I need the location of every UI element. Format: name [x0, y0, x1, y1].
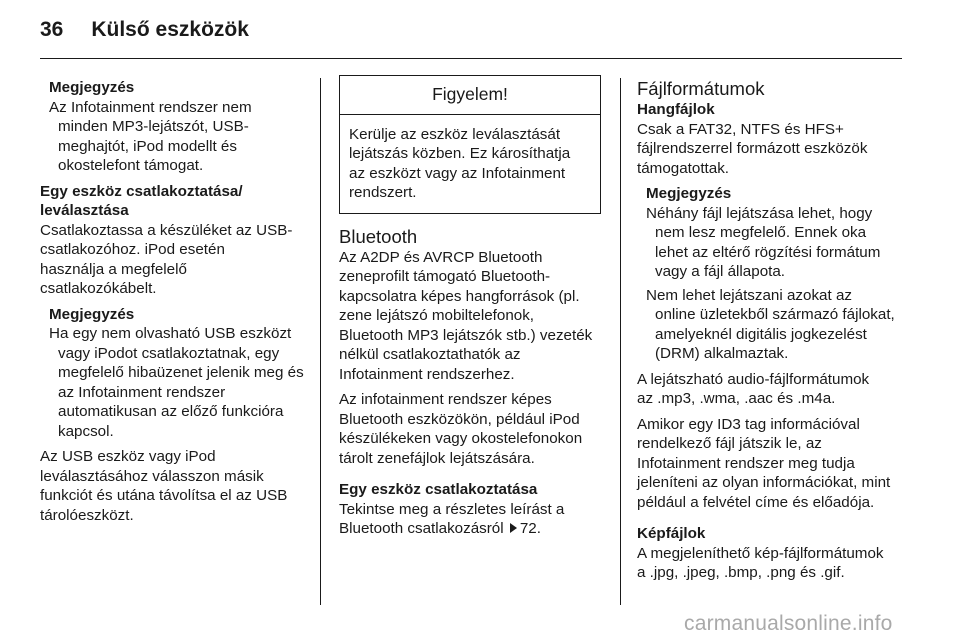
note-line: okostelefont támogat.	[58, 157, 204, 174]
text-line: Az infotainment rendszer képes	[339, 391, 552, 408]
text-line: rendelkező fájl játszik le, az	[637, 435, 822, 452]
text-line: Tekintse meg a részletes leírást a	[339, 500, 565, 518]
text-line: A lejátszható audio-fájlformátumok	[637, 370, 870, 388]
note-line: Néhány fájl lejátszása lehet, hogy	[646, 204, 873, 222]
paragraph-image-formats	[637, 544, 905, 583]
section-title-file-formats: Fájlformátumok	[637, 78, 765, 99]
note-line: amelyeknél digitális jogkezelést	[655, 325, 867, 343]
header-rule	[40, 58, 902, 59]
note-title: Megjegyzés	[49, 305, 135, 323]
note-line: (DRM) alkalmaztak.	[655, 345, 789, 362]
text-line: zeneprofilt támogató Bluetooth-	[339, 268, 551, 285]
column-right	[637, 78, 905, 583]
text-line: leválasztásához válasszon másik	[40, 467, 264, 485]
paragraph-bluetooth	[339, 248, 601, 385]
text-line: Infotainment rendszer meg tudja	[637, 454, 855, 472]
text-line: Az A2DP és AVRCP Bluetooth	[339, 248, 543, 266]
text-line: zene lejátszó mobiltelefonok,	[339, 307, 535, 324]
note-line: az Infotainment rendszer	[58, 383, 226, 401]
note-line: minden MP3-lejátszót, USB-	[58, 118, 249, 135]
note-paragraph	[646, 204, 905, 282]
page-number: 36	[40, 18, 64, 41]
text-line: csatlakozóhoz. iPod esetén	[40, 241, 225, 258]
page-reference-link[interactable]: 72.	[519, 520, 541, 537]
text-line: Az USB eszköz vagy iPod	[40, 448, 216, 465]
watermark: carmanualsonline.info	[684, 612, 893, 635]
note-line: nem lesz megfelelő. Ennek oka	[655, 224, 867, 241]
text-line: tárolt zenefájlok lejátszására.	[339, 449, 535, 467]
note-line: kapcsol.	[58, 422, 114, 440]
note-line: Az Infotainment rendszer nem	[49, 98, 252, 116]
paragraph-id3	[637, 415, 905, 513]
text-line: Csak a FAT32, NTFS és HFS+	[637, 120, 844, 138]
note-unreadable-usb	[40, 305, 308, 442]
text-line: nélkül csatlakoztathatók az	[339, 346, 521, 363]
warning-title: Figyelem!	[340, 76, 600, 115]
warning-line: rendszert.	[349, 184, 417, 201]
text-line: fájlrendszerrel formázott eszközök	[637, 140, 868, 157]
warning-line: az eszközt vagy az Infotainment	[349, 164, 566, 182]
text-line: Amikor egy ID3 tag információval	[637, 415, 860, 433]
text-line: Infotainment rendszerhez.	[339, 365, 515, 383]
text-line: jeleníteni az olyan információkat, mint	[637, 474, 891, 491]
subheading-connect: Egy eszköz csatlakoztatása/	[40, 182, 243, 200]
warning-line: Kerülje az eszköz leválasztását	[349, 125, 561, 143]
note-title: Megjegyzés	[646, 185, 732, 202]
text-line: Bluetooth eszközökön, például iPod	[339, 410, 580, 428]
text-line: Csatlakoztassa a készüléket az USB-	[40, 221, 293, 239]
column-divider	[620, 78, 621, 605]
note-line: online üzletekből származó fájlokat,	[655, 306, 895, 323]
text-line: a .jpg, .jpeg, .bmp, .png és .gif.	[637, 564, 845, 581]
paragraph-disconnect	[40, 447, 308, 525]
note-paragraph	[646, 286, 905, 364]
note-line: vagy a fájl állapota.	[655, 263, 786, 280]
text-line: támogatottak.	[637, 159, 730, 177]
note-line: Ha egy nem olvasható USB eszközt	[49, 325, 292, 342]
text-line: készülékeken vagy okostelefonokon	[339, 430, 583, 447]
text-line-with-ref	[339, 519, 601, 539]
page-title: Külső eszközök	[91, 18, 249, 41]
text-line: funkciót és utána távolítsa el az USB	[40, 487, 288, 504]
text-line: például a felvétel címe és előadója.	[637, 493, 875, 511]
section-title-bluetooth: Bluetooth	[339, 225, 418, 247]
text-line: A megjeleníthető kép-fájlformátumok	[637, 544, 884, 562]
column-left	[40, 78, 308, 525]
warning-body	[340, 115, 600, 213]
text-line: az .mp3, .wma, .aac és .m4a.	[637, 390, 836, 407]
text-line: csatlakozókábelt.	[40, 280, 157, 297]
note-line: automatikusan az előző funkcióra	[58, 403, 284, 420]
page-reference-icon	[510, 523, 517, 533]
text-line: használja a megfelelő	[40, 260, 187, 278]
note-line: vagy iPodot csatlakoztatnak, egy	[58, 344, 280, 362]
text-line: tárolóeszközt.	[40, 506, 134, 524]
column-middle	[339, 78, 601, 539]
text-line: kapcsolatra képes hangforrások (pl.	[339, 287, 580, 305]
note-line: lehet az eltérő rögzítési formátum	[655, 243, 881, 261]
warning-line: lejátszás közben. Ez károsíthatja	[349, 145, 571, 162]
paragraph-audio-formats	[637, 370, 905, 409]
ref-text: Bluetooth csatlakozásról	[339, 520, 504, 537]
note-line: meghajtót, iPod modellt és	[58, 137, 237, 155]
note-file-playback	[637, 184, 905, 364]
subheading-audio-files: Hangfájlok	[637, 101, 715, 118]
subheading-image-files: Képfájlok	[637, 525, 706, 542]
note-title: Megjegyzés	[49, 79, 135, 96]
subheading-connect-device: Egy eszköz csatlakoztatása	[339, 481, 538, 498]
page-header	[40, 10, 249, 50]
note-line: Nem lehet lejátszani azokat az	[646, 286, 852, 304]
paragraph-connect	[40, 221, 308, 299]
subheading-connect: leválasztása	[40, 202, 129, 219]
note-line: megfelelő hibaüzenet jelenik meg és	[58, 364, 304, 381]
paragraph-bluetooth-music	[339, 390, 601, 468]
paragraph-audio	[637, 120, 905, 179]
warning-box	[339, 75, 601, 214]
text-line: Bluetooth MP3 lejátszók stb.) vezeték	[339, 326, 593, 344]
note-unsupported-devices	[40, 78, 308, 176]
column-divider	[320, 78, 321, 605]
